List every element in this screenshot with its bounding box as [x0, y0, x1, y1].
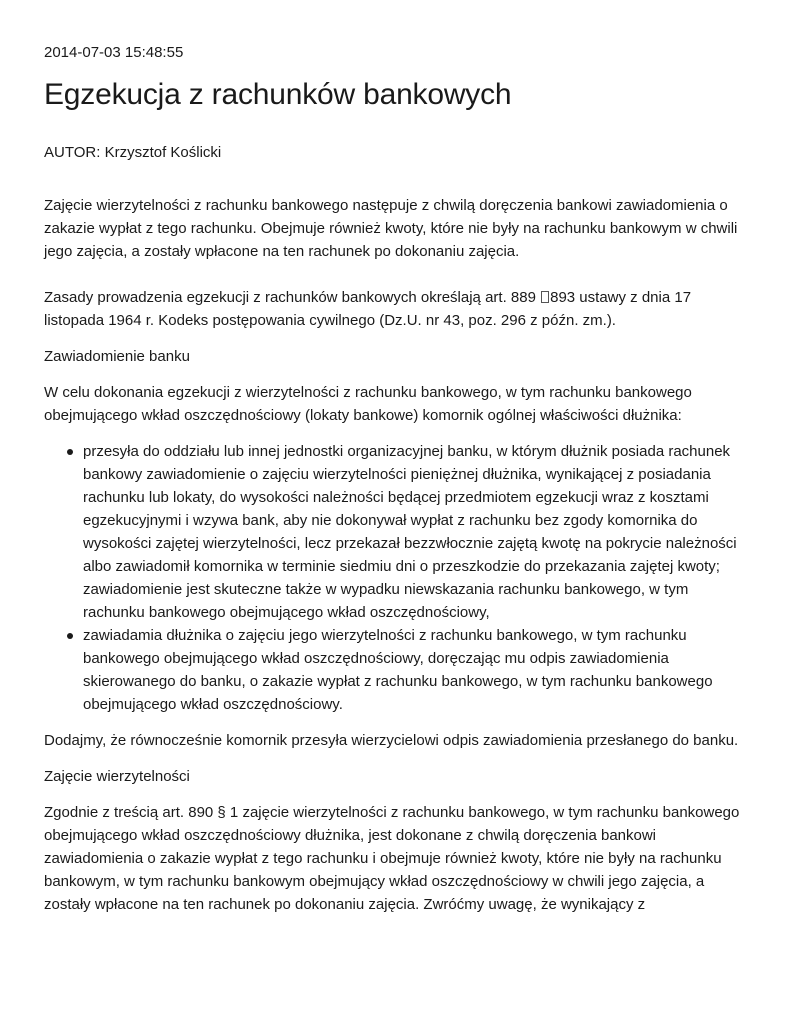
publish-timestamp: 2014-07-03 15:48:55 — [44, 44, 184, 61]
list-item — [83, 624, 750, 716]
bullet-list — [44, 440, 750, 716]
notice-intro-paragraph: W celu dokonania egzekucji z wierzytelności z rachunku bankowego, w tym rachunku bankowego obejmującego wkład oszczędnościowy (lokaty bankowe) komornik ogólnej właściwości dłużnika: — [44, 384, 692, 424]
missing-glyph-icon — [541, 291, 549, 303]
section-heading-notice: Zawiadomienie banku — [44, 348, 190, 365]
intro-paragraph: Zajęcie wierzytelności z rachunku bankowego następuje z chwilą doręczenia bankowi zawiadomienia o zakazie wypłat z tego rachunku. Obejmuje również kwoty, które nie były na rachunku bankowym w chwili jego zajęcia, a zostały wpłacone na ten rachunek po dokonaniu zajęcia. — [44, 197, 738, 260]
article-body — [44, 194, 750, 916]
list-item — [83, 440, 750, 624]
section-heading-seizure: Zajęcie wierzytelności — [44, 768, 190, 785]
list-item-text: zawiadamia dłużnika o zajęciu jego wierzytelności z rachunku bankowego, w tym rachunku bankowego obejmującego wkład oszczędnościowy, doręczając mu odpis zawiadomienia skierowanego do banku, o zakazie wypłat z rachunku bankowego, w tym rachunku bankowego obejmującego wkład oszczędnościowy. — [83, 627, 713, 713]
legal-basis-text-part1: Zasady prowadzenia egzekucji z rachunków bankowych określają art. 889 — [44, 289, 541, 306]
article-title: Egzekucja z rachunków bankowych — [44, 78, 512, 111]
bullet-dot-icon — [67, 633, 73, 639]
bullet-dot-icon — [67, 449, 73, 455]
article-author: AUTOR: Krzysztof Koślicki — [44, 144, 222, 161]
seizure-paragraph: Zgodnie z treścią art. 890 § 1 zajęcie wierzytelności z rachunku bankowego, w tym rachunku bankowego obejmującego wkład oszczędnościowy dłużnika, jest dokonane z chwilą doręczenia bankowi zawiadomienia o zakazie wypłat z tego rachunku i obejmuje również kwoty, które nie były na rachunku bankowym, w tym rachunku bankowym obejmujący wkład oszczędnościowy w chwili jego zajęcia, a zostały wpłacone na ten rachunek po dokonaniu zajęcia. Zwróćmy uwagę, że wynikający z — [44, 804, 740, 913]
list-item-text: przesyła do oddziału lub innej jednostki organizacyjnej banku, w którym dłużnik posiada rachunek bankowy zawiadomienie o zajęciu wierzytelności pieniężnej dłużnika, wynikającej z posiadania rachunku lub lokaty, do wysokości należności będącej przedmiotem egzekucji wraz z kosztami egzekucyjnymi i wzywa bank, aby nie dokonywał wypłat z rachunku bez zgody komornika do wysokości zajętej wierzytelności, lecz przekazał bezzwłocznie zajętą kwotę na pokrycie należności albo zawiadomił komornika w terminie siedmiu dni o przeszkodzie do przekazania zajętej kwoty; zawiadomienie jest skuteczne także w wypadku niewskazania rachunku bankowego, w tym rachunku bankowego obejmującego wkład oszczędnościowy, — [83, 443, 737, 621]
addition-paragraph: Dodajmy, że równocześnie komornik przesyła wierzycielowi odpis zawiadomienia przesłanego do banku. — [44, 732, 739, 749]
legal-basis-paragraph — [44, 286, 750, 332]
legal-basis-text-part2: 893 ustawy z dnia 17 listopada 1964 r. Kodeks postępowania cywilnego (Dz.U. nr 43, poz. 296 z późn. zm.). — [44, 289, 692, 329]
